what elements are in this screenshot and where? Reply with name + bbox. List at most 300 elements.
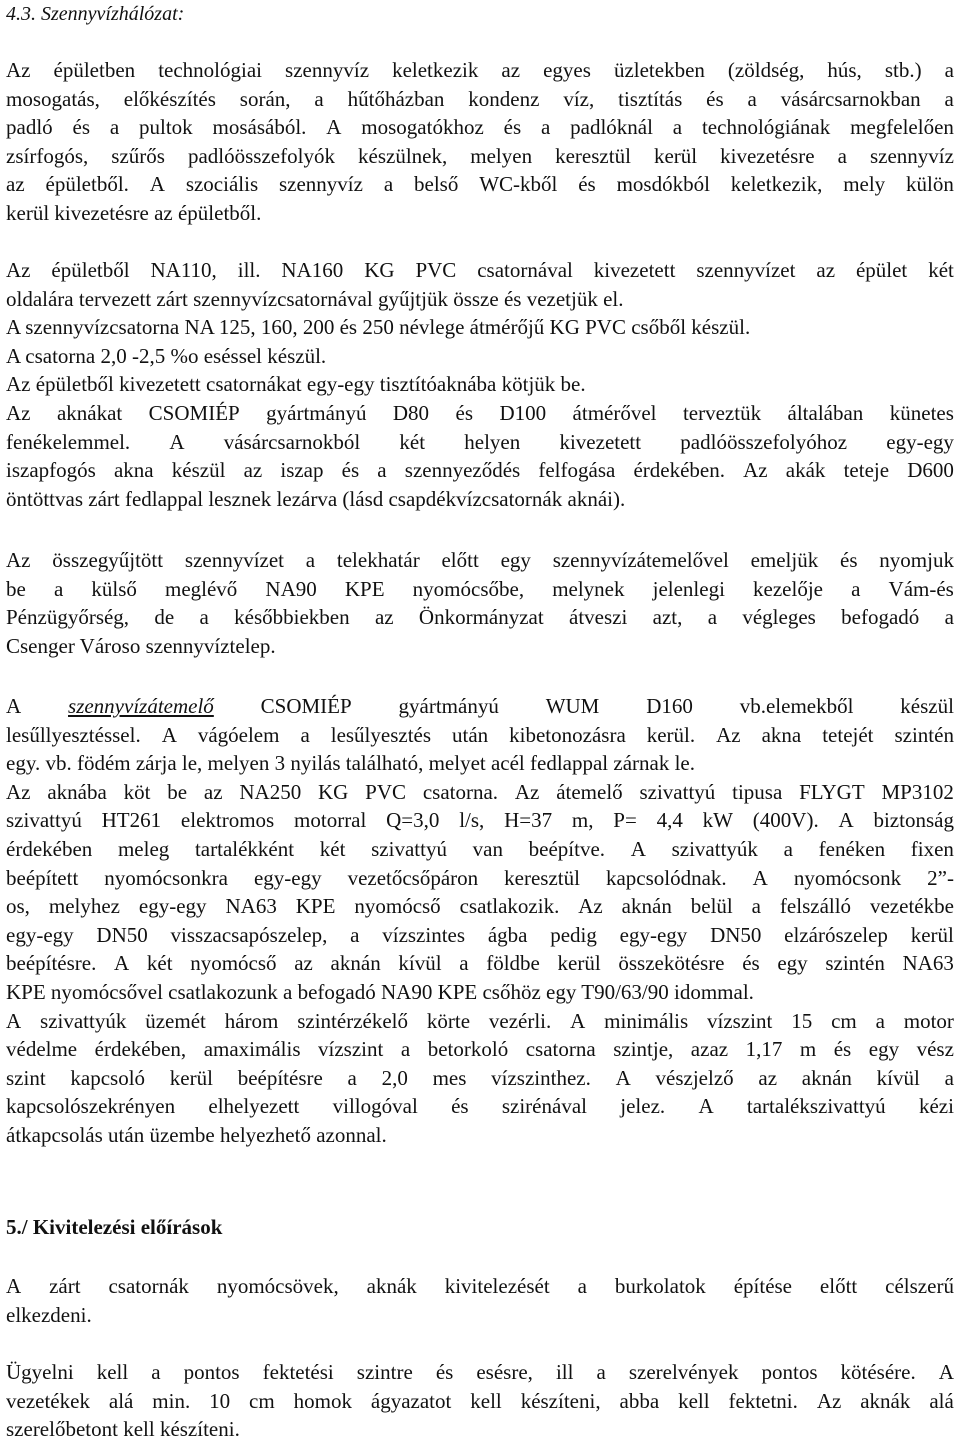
word: a: [377, 458, 387, 483]
word: betorkoló: [427, 1037, 509, 1062]
word: m,: [571, 808, 594, 833]
word: os,: [6, 894, 30, 919]
word: Az: [716, 722, 741, 747]
word: érdekében: [6, 837, 93, 861]
word: Önkormányzat: [418, 605, 544, 630]
word: iszap: [280, 458, 324, 483]
word: nyomócsőbe,: [412, 576, 525, 601]
word: nyomócső: [190, 951, 277, 976]
word: helyen: [464, 429, 521, 454]
word: kibetonozásra: [509, 722, 626, 747]
text-line: [6, 428, 954, 456]
word: künetes: [889, 401, 954, 425]
word: a: [837, 143, 847, 168]
word: 2,0: [381, 1065, 408, 1090]
word: Az: [6, 58, 31, 82]
word: a: [944, 605, 954, 630]
word: aknák: [366, 1274, 417, 1298]
word: akna: [761, 722, 802, 747]
word: az: [501, 58, 521, 82]
word: a: [707, 605, 718, 630]
word: ágyazatot: [370, 1388, 452, 1413]
word: és: [451, 1094, 469, 1119]
word: KPE: [295, 894, 336, 919]
word: készíteni,: [520, 1388, 601, 1413]
word: akák: [785, 458, 826, 483]
word: későbbiekben: [234, 605, 350, 630]
text-line: [6, 575, 954, 603]
word: elzárószelep: [784, 922, 888, 947]
word: épületből: [51, 258, 130, 282]
text-line: [6, 256, 954, 284]
word: kivezetésre: [720, 143, 815, 168]
text-line: [6, 778, 954, 806]
word: D160: [646, 694, 693, 718]
word: a: [305, 548, 316, 572]
word: ágba: [487, 922, 528, 947]
word: 4,4: [656, 808, 683, 833]
word: A: [615, 1065, 631, 1090]
text-line: [6, 603, 954, 631]
word: vásárcsarnokból: [223, 429, 361, 454]
text-line: [6, 546, 954, 574]
text-line: [6, 1092, 954, 1120]
word: melynek: [552, 576, 625, 601]
word: mosdókból: [616, 172, 710, 197]
word: átmérővel: [572, 401, 657, 425]
word: 1,17: [745, 1037, 783, 1062]
word: üzletekben: [613, 58, 705, 82]
word: csatornával: [477, 258, 573, 282]
word: és: [455, 401, 473, 425]
word: a: [944, 1065, 954, 1090]
word: mes: [432, 1065, 467, 1090]
word: NA90: [265, 576, 317, 601]
word: két: [399, 429, 426, 454]
word: m: [799, 1037, 817, 1062]
word: Az: [6, 548, 31, 572]
word: jelenlegi: [652, 576, 725, 601]
word: vezetőcsőpáron: [347, 865, 479, 890]
word: ill: [555, 1360, 574, 1384]
word: lesűlyesztés: [330, 722, 432, 747]
word: összekötésre: [618, 951, 725, 976]
word: fixen: [910, 837, 954, 861]
word: kell: [96, 1360, 129, 1384]
word: NA250: [239, 779, 302, 804]
word: szivattyú: [371, 837, 447, 861]
word: Ügyelni: [6, 1360, 74, 1384]
word: telekhatár: [336, 548, 420, 572]
word: aknák: [860, 1388, 911, 1413]
word: szintre: [356, 1360, 413, 1384]
word: kell: [470, 1388, 502, 1413]
word: NA110,: [150, 258, 217, 282]
word: kell: [678, 1388, 710, 1413]
word: szintén: [825, 951, 885, 976]
word: keletkezik: [392, 58, 479, 82]
word: kerül: [910, 922, 954, 947]
word: előtt: [441, 548, 479, 572]
word: H=37: [504, 808, 553, 833]
word: FLYGT: [799, 779, 865, 804]
word: a: [577, 1274, 587, 1298]
word: az: [203, 779, 223, 804]
text-line: [6, 835, 954, 863]
word: egyes: [543, 58, 591, 82]
word: ill.: [237, 258, 261, 282]
word: kapcsolószekrényen: [6, 1094, 176, 1119]
text-line: [6, 721, 954, 749]
word: védelme: [6, 1037, 78, 1062]
word: vágóelem: [197, 722, 280, 747]
word: aknákat: [56, 401, 123, 425]
word: beépítésre: [237, 1065, 323, 1090]
word: hús,: [827, 58, 862, 82]
word: (zöldség,: [727, 58, 805, 82]
text-line: A szennyvízcsatorna NA 125, 160, 200 és 250 névlege átmérőjű KG PVC csőből készül.: [6, 315, 751, 340]
word: kézi: [918, 1094, 954, 1119]
word: a: [459, 951, 469, 976]
text-line: [6, 1387, 954, 1415]
word: külső: [91, 576, 137, 601]
word: a: [783, 837, 793, 861]
word: szivattyú: [6, 808, 82, 833]
word: mosásából.: [212, 115, 307, 140]
word: gyártmányú: [398, 694, 499, 718]
word: pultok: [139, 115, 193, 140]
word: KG: [318, 779, 349, 804]
word: CSOMIÉP: [260, 694, 352, 718]
word: belső: [414, 172, 459, 197]
word: átveszi: [569, 605, 628, 630]
word: akna: [113, 458, 154, 483]
word: kapcsoló: [70, 1065, 146, 1090]
word: egy-egy: [619, 922, 688, 947]
word: és: [578, 172, 596, 197]
word: Az: [743, 458, 768, 483]
word: min.: [152, 1388, 191, 1413]
text-line: [6, 456, 954, 484]
word: előtt: [819, 1274, 858, 1298]
word: tisztítás: [618, 86, 683, 111]
word: szennyvíz: [278, 172, 363, 197]
word: kezelője: [753, 576, 823, 601]
word: elektromos: [180, 808, 275, 833]
word: beépítésre.: [6, 951, 97, 976]
word: motor: [903, 1008, 954, 1033]
word: végleges: [742, 605, 816, 630]
word: csatorna.: [422, 779, 499, 804]
section-heading-5: 5./ Kivitelezési előírások: [6, 1215, 223, 1239]
word: és: [435, 1360, 454, 1384]
word: terveztük: [682, 401, 762, 425]
word: beépített: [6, 865, 79, 890]
text-line: [6, 949, 954, 977]
word: melyhez: [48, 894, 120, 919]
word: érdekében,: [94, 1037, 187, 1062]
word: technológiai: [158, 58, 263, 82]
word: D600: [907, 458, 954, 483]
word: A: [6, 1008, 22, 1033]
word: mosogatás,: [6, 86, 100, 111]
word: amaximális: [203, 1037, 301, 1062]
word: két: [319, 837, 346, 861]
text-line: [6, 56, 954, 84]
word: egy-egy: [886, 429, 954, 454]
word: szennyeződés: [404, 458, 521, 483]
word: D100: [499, 401, 547, 425]
word: szivattyúk: [671, 837, 758, 861]
word: mosogatókhoz: [361, 115, 484, 140]
word: DN50: [96, 922, 148, 947]
word: az: [294, 951, 313, 976]
word: padlóknál: [570, 115, 653, 140]
word: az: [374, 605, 394, 630]
word: és: [341, 458, 360, 483]
word: földbe: [486, 951, 540, 976]
word: egy-egy: [253, 865, 322, 890]
word: PVC: [415, 258, 457, 282]
word: vezérli.: [488, 1008, 552, 1033]
word: kívül: [876, 1065, 920, 1090]
word: motorral: [294, 808, 367, 833]
word: körte: [426, 1008, 471, 1033]
word: Az: [6, 258, 31, 282]
word: beépítve.: [528, 837, 606, 861]
word: vész: [916, 1037, 954, 1062]
text-line: [6, 921, 954, 949]
word: NA160: [281, 258, 344, 282]
word: készül: [171, 458, 226, 483]
word: üzemét: [145, 1008, 206, 1033]
word: A: [114, 951, 130, 976]
word: kivezetett: [559, 429, 642, 454]
word: a: [383, 172, 394, 197]
word: HT261: [101, 808, 162, 833]
word: három: [224, 1008, 279, 1033]
word: NA63: [225, 894, 277, 919]
word: egy: [868, 1037, 900, 1062]
word: a: [151, 1360, 161, 1384]
word: szennyvízátemelővel: [552, 548, 729, 572]
word: a: [672, 115, 683, 140]
word: MP3102: [881, 779, 954, 804]
word: emeljük: [750, 548, 819, 572]
text-line: oldalára tervezett zárt szennyvízcsatornával gyűjtjük össze és vezetjük el.: [6, 286, 624, 311]
word: A: [169, 429, 185, 454]
word: szintérzékelő: [297, 1008, 409, 1033]
word: felfogása: [538, 458, 616, 483]
word: előkészítés: [123, 86, 216, 111]
word: van: [472, 837, 503, 861]
text-line: [6, 170, 954, 198]
word: kerül: [653, 143, 698, 168]
word: zárt: [49, 1274, 81, 1298]
word: a: [53, 576, 64, 601]
word: villogóval: [332, 1094, 418, 1119]
word: nyomócsonkra: [104, 865, 228, 890]
word: hűtőházban: [347, 86, 445, 111]
word: 15: [791, 1008, 813, 1033]
word: tartalékként: [194, 837, 295, 861]
word: a: [944, 58, 954, 82]
word: fenéken: [818, 837, 886, 861]
word: fenékelemmel.: [6, 429, 131, 454]
word: NA63: [902, 951, 954, 976]
word: szűrős: [111, 143, 165, 168]
text-line: elkezdeni.: [6, 1302, 92, 1327]
word: és: [706, 86, 724, 111]
word: nyomócső: [354, 894, 441, 919]
word: szivattyú: [639, 779, 716, 804]
word: fektetési: [262, 1360, 334, 1384]
word: építése: [733, 1274, 793, 1298]
word: kapcsolódnak.: [605, 865, 727, 890]
text-line: [6, 864, 954, 892]
word: célszerű: [885, 1274, 954, 1298]
word: kerül: [169, 1065, 213, 1090]
word: Az: [6, 401, 31, 425]
word: azaz: [690, 1037, 729, 1062]
word: a: [199, 605, 209, 630]
word: vízszintes: [382, 922, 466, 947]
word: a: [300, 722, 310, 747]
text-line: [6, 113, 954, 141]
word: Q=3,0: [386, 808, 440, 833]
word: kivitelezését: [444, 1274, 550, 1298]
word: csatorna: [525, 1037, 596, 1062]
word: aknán: [330, 951, 381, 976]
word: pontos: [761, 1360, 818, 1384]
word: és: [503, 115, 522, 140]
word: szennyvíz: [285, 58, 370, 82]
word: szerelvények: [628, 1360, 739, 1384]
word: köt: [123, 779, 151, 804]
word: átemelő: [556, 779, 623, 804]
word: szennyvízet: [184, 548, 285, 572]
text-line: szerelőbetont kell készíteni.: [6, 1417, 240, 1440]
word: A: [149, 172, 165, 197]
word: visszacsapószelep,: [170, 922, 328, 947]
word: keletkezik,: [730, 172, 823, 197]
word: azt,: [652, 605, 683, 630]
word: nyomócsövek,: [216, 1274, 339, 1298]
word: burkolatok: [614, 1274, 706, 1298]
word: D80: [392, 401, 430, 425]
text-line: [6, 142, 954, 170]
word: padlóösszefolyóhoz: [680, 429, 848, 454]
text-line: [6, 1358, 954, 1386]
word: az: [6, 172, 25, 197]
word: belül: [690, 894, 733, 919]
word: aknába: [47, 779, 107, 804]
word: A: [938, 1360, 954, 1384]
word: mely: [843, 172, 886, 197]
word: a: [596, 1360, 606, 1384]
word: a: [747, 86, 757, 111]
word: felszálló: [779, 894, 852, 919]
word: Vám-és: [888, 576, 954, 601]
word: 2”-: [927, 865, 954, 890]
word: kívül: [398, 951, 442, 976]
word: szint: [6, 1065, 46, 1090]
word: de: [154, 605, 175, 630]
word: WC-kből: [479, 172, 558, 197]
word: meleg: [117, 837, 170, 861]
word: Az: [6, 779, 31, 804]
word: a: [400, 1037, 411, 1062]
word: A: [752, 865, 768, 890]
word: két: [146, 951, 173, 976]
word: fektetni.: [728, 1388, 798, 1413]
word: megfelelően: [850, 115, 954, 140]
word: biztonság: [873, 808, 954, 833]
word: keresztül: [504, 865, 580, 890]
word: gyártmányú: [266, 401, 367, 425]
word: szirénával: [501, 1094, 587, 1119]
word: A: [570, 1008, 586, 1033]
text-line: öntöttvas zárt fedlappal lesznek lezárva (lásd csapdékvízcsatornák aknái).: [6, 486, 626, 511]
word: és: [833, 1037, 852, 1062]
text-line: [6, 692, 954, 720]
word: a: [875, 1008, 885, 1033]
word: padlóösszefolyók: [187, 143, 335, 168]
word: szintje,: [613, 1037, 674, 1062]
word: a: [314, 86, 324, 111]
word: általában: [787, 401, 864, 425]
word: kerül.: [646, 722, 696, 747]
word: épület: [855, 258, 908, 282]
word: egy: [777, 951, 808, 976]
word: tetejét: [822, 722, 874, 747]
word: csatornák: [108, 1274, 189, 1298]
word: szintén: [894, 722, 954, 747]
word: szennyvíz: [869, 143, 954, 168]
word: A: [6, 1274, 22, 1298]
word: a: [751, 894, 761, 919]
word: épületből.: [45, 172, 129, 197]
word: vízszint: [318, 1037, 384, 1062]
text-line: Az épületből kivezetett csatornákat egy-egy tisztítóaknába kötjük be.: [6, 372, 586, 397]
word: összegyűjtött: [52, 548, 164, 572]
word: kötésére.: [840, 1360, 916, 1384]
word: cm: [831, 1008, 857, 1033]
word: technológiának: [701, 115, 831, 140]
word: be: [6, 576, 26, 601]
text-line: KPE nyomócsővel csatlakozunk a befogadó NA90 KPE csőhöz egy T90/63/90 idommal.: [6, 980, 754, 1004]
word: alá: [929, 1388, 954, 1413]
word: kerül: [557, 951, 601, 976]
word: A: [161, 722, 177, 747]
word: Az: [578, 894, 603, 919]
word: két: [928, 258, 954, 282]
word: pedig: [550, 922, 597, 947]
text-line: [6, 1007, 954, 1035]
word: aknán: [621, 894, 672, 919]
word: homok: [293, 1388, 352, 1413]
word: és: [72, 115, 90, 140]
word: A: [698, 1094, 714, 1119]
word: cm: [249, 1388, 275, 1413]
word: minimális: [604, 1008, 689, 1033]
text-line: Csenger Városo szennyvíztelep.: [6, 633, 276, 658]
text-line: átkapcsolás után üzembe helyezhető azonnal.: [6, 1123, 387, 1147]
word: P=: [613, 808, 637, 833]
word: WUM: [545, 694, 600, 718]
word: melyen: [470, 143, 533, 168]
word: a: [109, 115, 120, 140]
